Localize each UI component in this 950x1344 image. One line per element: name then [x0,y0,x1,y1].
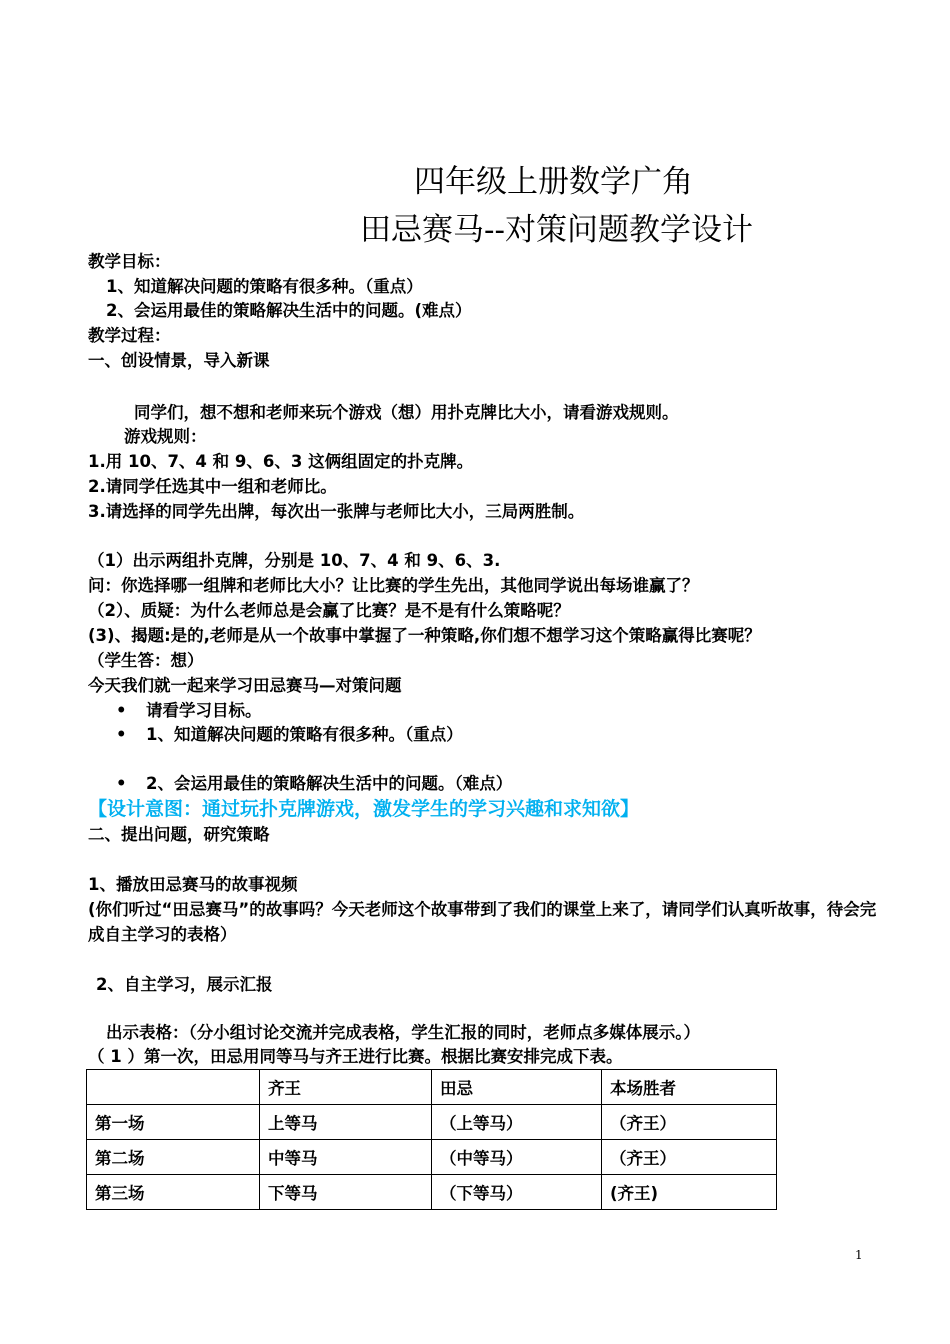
video-note: (你们听过“田忌赛马”的故事吗？今天老师这个故事带到了我们的课堂上来了，请同学们认真听故事，待会完成自主学习的表格） [88,900,877,944]
title-line-2: 田忌赛马--对策问题教学设计 [360,212,753,248]
table-cell: （上等马） [432,1105,602,1140]
rules-heading: 游戏规则： [124,427,207,446]
step-3: (3)、揭题:是的,老师是从一个故事中掌握了一种策略,你们想不想学习这个策略赢得比赛呢？ [88,626,761,645]
process-heading: 教学过程： [88,326,171,345]
step-2: （2）、质疑：为什么老师总是会赢了比赛？是不是有什么策略呢？ [88,601,570,620]
intro-text: 同学们，想不想和老师来玩个游戏（想）用扑克牌比大小，请看游戏规则。 [134,403,679,422]
section-2-heading: 二、提出问题，研究策略 [88,825,270,844]
table-cell: 第一场 [87,1105,260,1140]
table-cell: （下等马） [432,1175,602,1210]
goals-heading: 教学目标： [88,252,171,271]
question-text: 问：你选择哪一组牌和老师比大小？让比赛的学生先出，其他同学说出每场谁赢了？ [88,576,699,595]
bullet-item: • 请看学习目标。 [116,701,262,720]
table-cell: 中等马 [260,1140,432,1175]
rule-2: 2.请同学任选其中一组和老师比。 [88,477,337,496]
table-row [87,1175,777,1210]
table-row [87,1140,777,1175]
bullet-item: • 2、会运用最佳的策略解决生活中的问题。（难点） [116,774,513,793]
title-line-1: 四年级上册数学广角 [414,164,693,200]
section-1-heading: 一、创设情景，导入新课 [88,351,270,370]
table-cell: (齐王) [602,1175,777,1210]
rule-1: 1.用 10、7、4 和 9、6、3 这俩组固定的扑克牌。 [88,452,474,471]
table-cell: 第三场 [87,1175,260,1210]
table-cell: （齐王） [602,1105,777,1140]
step-1: （1）出示两组扑克牌，分别是 10、7、4 和 9、6、3. [88,551,501,570]
self-study-heading: 2、自主学习，展示汇报 [96,975,273,994]
table-cell: （齐王） [602,1140,777,1175]
table-cell: 第二场 [87,1140,260,1175]
rule-3: 3.请选择的同学先出牌，每次出一张牌与老师比大小，三局两胜制。 [88,502,585,521]
race-table [86,1069,777,1210]
table-header-row [87,1070,777,1105]
table-row [87,1105,777,1140]
table-cell: 上等马 [260,1105,432,1140]
student-answer: （学生答：想） [88,651,204,670]
goal-1: 1、知道解决问题的策略有很多种。（重点） [106,277,423,296]
table-cell: 下等马 [260,1175,432,1210]
table-header-cell: 齐王 [260,1070,432,1105]
play-video-text: 1、播放田忌赛马的故事视频 [88,875,298,894]
goal-2: 2、会运用最佳的策略解决生活中的问题。(难点） [106,301,472,320]
table-header-cell: 本场胜者 [602,1070,777,1105]
table-header-cell [87,1070,260,1105]
page-number: 1 [855,1248,863,1262]
design-intent: 【设计意图：通过玩扑克牌游戏，激发学生的学习兴趣和求知欲】 [88,798,640,820]
table-intro: （ 1 ）第一次，田忌用同等马与齐王进行比赛。根据比赛安排完成下表。 [88,1047,623,1066]
today-text: 今天我们就一起来学习田忌赛马—对策问题 [88,676,402,695]
bullet-item: • 1、知道解决问题的策略有很多种。（重点） [116,725,463,744]
show-table-text: 出示表格：（分小组讨论交流并完成表格，学生汇报的同时，老师点多媒体展示。） [106,1023,700,1042]
table-header-cell: 田忌 [432,1070,602,1105]
table-cell: （中等马） [432,1140,602,1175]
